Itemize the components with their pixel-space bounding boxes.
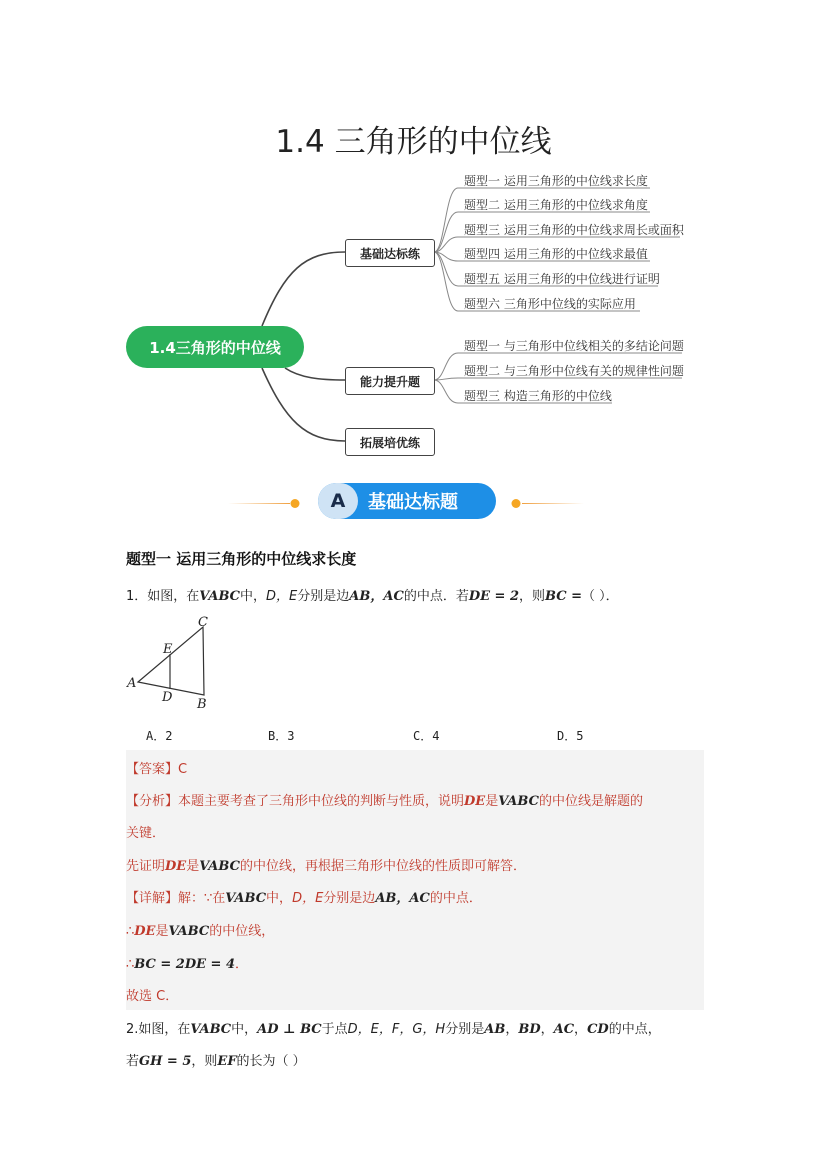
step-text: ∴ — [126, 924, 135, 939]
mindmap-leaf: 题型五 运用三角形的中位线进行证明 — [464, 272, 660, 286]
q1-text: （ ）． — [582, 589, 619, 604]
q2-text: 的中点， — [608, 1022, 661, 1037]
mindmap-leaf: 题型三 运用三角形的中位线求周长或面积 — [464, 223, 684, 237]
q1-given: DE = 2 — [468, 589, 519, 604]
detail-text: 中， — [266, 891, 293, 906]
q1-sides: AB，AC — [349, 589, 404, 604]
solution-step-1 — [126, 920, 274, 939]
solution-step-2 — [126, 953, 248, 972]
mindmap-leaf: 题型三 构造三角形的中位线 — [464, 389, 612, 403]
step-math: VABC — [168, 924, 210, 939]
solution-analysis — [126, 790, 643, 809]
step-text: 是 — [155, 924, 169, 939]
solution-conclusion: 故选 C． — [126, 989, 179, 1004]
q2-math: AB — [484, 1022, 506, 1037]
question-2-text — [126, 1018, 661, 1037]
step-math: BC = 2DE = 4 — [134, 957, 236, 972]
analysis-text: 本题主要考查了三角形中位线的判断与性质，说明 — [178, 794, 465, 809]
q2-math: AD ⊥ BC — [257, 1022, 322, 1037]
section-title: 题型一 运用三角形的中位线求长度 — [126, 550, 357, 568]
mindmap-leaf: 题型一 与三角形中位线相关的多结论问题 — [464, 339, 684, 353]
plan-text: 是 — [186, 859, 200, 874]
mindmap-leaf: 题型二 运用三角形的中位线求角度 — [464, 198, 648, 212]
step-math: DE — [134, 924, 156, 939]
page-title: 1.4 三角形的中位线 — [275, 124, 552, 160]
q2-text: ， — [574, 1022, 588, 1037]
plan-math: VABC — [199, 859, 240, 874]
answer-tag: 【答案】 — [126, 762, 179, 777]
detail-math: AB，AC — [375, 891, 430, 906]
q1-text: 分别是边 — [297, 589, 350, 604]
q2-text: ， — [540, 1022, 554, 1037]
solution-answer — [126, 758, 187, 777]
answer-value: C — [178, 762, 188, 777]
mindmap-leaf: 题型一 运用三角形的中位线求长度 — [464, 174, 648, 188]
q1-points: D，E — [266, 589, 298, 604]
detail-tag: 【详解】 — [126, 891, 179, 906]
mindmap-branch-basic: 基础达标练 — [345, 239, 435, 267]
q2-text: 的长为（ ） — [236, 1054, 306, 1069]
analysis-math: VABC — [498, 794, 539, 809]
q1-option-a[interactable]: A．2 — [146, 729, 173, 743]
mindmap-leaf: 题型二 与三角形中位线有关的规律性问题 — [464, 364, 684, 378]
figure-label-b: B — [197, 697, 207, 712]
q1-option-d[interactable]: D．5 — [557, 729, 584, 743]
question-1-text — [126, 585, 619, 604]
q1-text: 的中点．若 — [403, 589, 469, 604]
solution-proof-plan — [126, 855, 526, 874]
detail-math: VABC — [225, 891, 267, 906]
step-text: 的中位线， — [209, 924, 275, 939]
q2-text: 2.如图，在 — [126, 1022, 191, 1037]
q1-text: ，则 — [519, 589, 546, 604]
analysis-tag: 【分析】 — [126, 794, 179, 809]
detail-math: D，E — [292, 891, 324, 906]
mindmap-leaf: 题型四 运用三角形的中位线求最值 — [464, 247, 648, 261]
q1-option-c[interactable]: C．4 — [413, 729, 440, 743]
q2-math: BD — [518, 1022, 541, 1037]
q1-triangle-figure — [122, 612, 222, 712]
q2-text: 于点 — [321, 1022, 348, 1037]
q2-text: 分别是 — [445, 1022, 485, 1037]
q1-triangle: VABC — [199, 589, 241, 604]
detail-text: 的中点． — [429, 891, 482, 906]
q2-math: CD — [587, 1022, 609, 1037]
analysis-text: 是 — [485, 794, 499, 809]
solution-detail — [126, 887, 482, 906]
plan-math: DE — [165, 859, 187, 874]
figure-label-a: A — [127, 676, 137, 691]
step-text: ． — [235, 957, 249, 972]
q2-math: EF — [217, 1054, 237, 1069]
banner-letter: A — [318, 483, 358, 519]
figure-label-d: D — [162, 690, 173, 705]
detail-text: 分别是边 — [323, 891, 376, 906]
step-text: ∴ — [126, 957, 135, 972]
q1-text: 1．如图，在 — [126, 589, 200, 604]
figure-label-c: C — [198, 615, 208, 630]
analysis-math: DE — [464, 794, 486, 809]
figure-label-e: E — [163, 642, 173, 657]
mindmap-leaf: 题型六 三角形中位线的实际应用 — [464, 297, 636, 311]
q2-text: 中， — [231, 1022, 258, 1037]
banner-text: 基础达标题 — [368, 492, 458, 513]
analysis-text: 的中位线是解题的 — [538, 794, 643, 809]
q2-math: VABC — [190, 1022, 232, 1037]
q2-text: ， — [505, 1022, 519, 1037]
q2-math: AC — [553, 1022, 575, 1037]
question-2-text-line2 — [126, 1050, 306, 1069]
mindmap-connectors — [0, 0, 827, 470]
mindmap-branch-advanced: 能力提升题 — [345, 367, 435, 395]
q1-ask: BC = — [545, 589, 583, 604]
plan-text: 的中位线，再根据三角形中位线的性质即可解答． — [239, 859, 526, 874]
q2-math: GH = 5 — [139, 1054, 192, 1069]
q2-math: D，E，F，G，H — [347, 1022, 446, 1037]
mindmap-branch-extension: 拓展培优练 — [345, 428, 435, 456]
q1-option-b[interactable]: B．3 — [268, 729, 295, 743]
q2-text: ，则 — [191, 1054, 218, 1069]
plan-text: 先证明 — [126, 859, 166, 874]
q2-text: 若 — [126, 1054, 140, 1069]
q1-text: 中， — [240, 589, 267, 604]
solution-analysis-cont: 关键． — [126, 826, 166, 841]
mindmap-root: 1.4三角形的中位线 — [126, 326, 304, 368]
detail-text: 解：∵在 — [178, 891, 226, 906]
